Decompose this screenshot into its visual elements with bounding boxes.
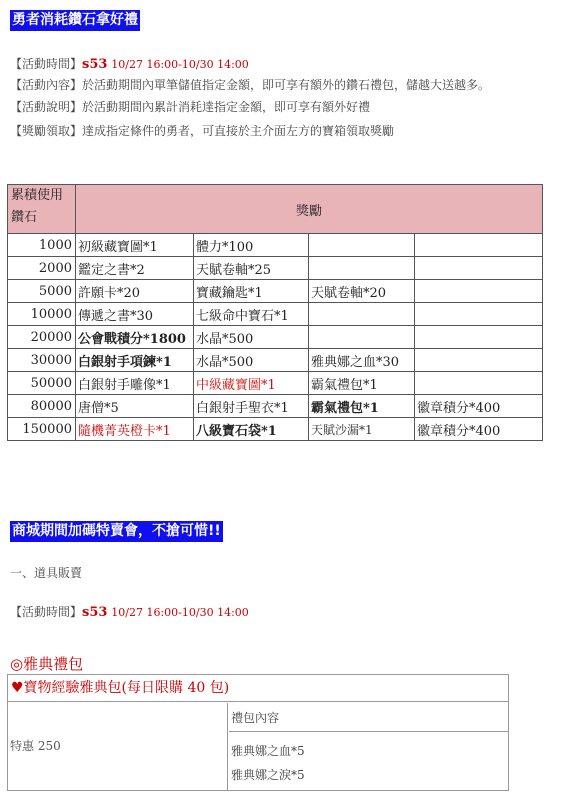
table-row <box>8 303 543 326</box>
reward-cell: 霸氣禮包*1 <box>309 372 415 395</box>
event-time-line-2 <box>10 605 249 620</box>
banner-title: 勇者消耗鑽石拿好禮 <box>10 10 140 31</box>
amount-cell: 150000 <box>8 418 76 441</box>
gift-pack-box <box>7 674 509 791</box>
reward-cell <box>309 303 415 326</box>
reward-cell: 許願卡*20 <box>76 280 194 303</box>
event-time-value-2: 10/27 16:00-10/30 14:00 <box>111 606 249 619</box>
amount-cell: 2000 <box>8 257 76 280</box>
table-row <box>8 326 543 349</box>
reward-cell: 初級藏寶圖*1 <box>76 234 194 257</box>
header-cumulative-diamonds: 累積使用 鑽石 <box>8 185 76 234</box>
event-time-server-2: s53 <box>82 605 108 620</box>
table-row <box>8 234 543 257</box>
reward-cell: 天賦沙漏*1 <box>309 418 415 441</box>
event-claim-key: 【獎勵領取】 <box>10 124 83 138</box>
event-time-key: 【活動時間】 <box>10 57 83 71</box>
reward-cell <box>415 349 543 372</box>
reward-cell <box>415 234 543 257</box>
reward-cell: 八級寶石袋*1 <box>194 418 309 441</box>
event-time-value: 10/27 16:00-10/30 14:00 <box>111 58 249 71</box>
header-rewards: 獎勵 <box>76 185 543 234</box>
table-row <box>8 395 543 418</box>
reward-cell <box>415 280 543 303</box>
reward-cell: 七級命中寶石*1 <box>194 303 309 326</box>
event-time-key-2: 【活動時間】 <box>10 605 83 619</box>
reward-cell: 徽章積分*400 <box>415 418 543 441</box>
reward-cell: 寶藏鑰匙*1 <box>194 280 309 303</box>
gift-item: 雅典娜之血*5 <box>231 744 305 758</box>
amount-cell: 10000 <box>8 303 76 326</box>
amount-cell: 30000 <box>8 349 76 372</box>
gift-item: 雅典娜之淚*5 <box>231 768 305 782</box>
amount-cell: 20000 <box>8 326 76 349</box>
amount-cell: 80000 <box>8 395 76 418</box>
reward-cell: 中級藏寶圖*1 <box>194 372 309 395</box>
amount-cell: 50000 <box>8 372 76 395</box>
reward-cell: 水晶*500 <box>194 326 309 349</box>
event-time-server: s53 <box>82 57 108 72</box>
reward-cell: 雅典娜之血*30 <box>309 349 415 372</box>
reward-cell: 白銀射手雕像*1 <box>76 372 194 395</box>
amount-cell: 5000 <box>8 280 76 303</box>
gift-pack-header: ♥寶物經驗雅典包(每日限購 40 包) <box>8 675 508 702</box>
event-time-line <box>10 57 249 72</box>
reward-cell <box>309 257 415 280</box>
reward-cell: 鑑定之書*2 <box>76 257 194 280</box>
gift-pack-price: 特惠 250 <box>8 703 228 790</box>
reward-cell: 水晶*500 <box>194 349 309 372</box>
event-content-key: 【活動內容】 <box>10 78 83 92</box>
event-desc-key: 【活動說明】 <box>10 100 83 114</box>
reward-cell: 霸氣禮包*1 <box>309 395 415 418</box>
event-desc-value: 於活動期間內累計消耗達指定金額，即可享有額外好禮 <box>82 100 371 114</box>
gift-contents-label: 禮包內容 <box>229 703 508 732</box>
banner-mall-sale: 商城期間加碼特賣會，不搶可惜!! <box>10 521 223 542</box>
rewards-table <box>7 184 543 441</box>
event-claim-value: 達成指定條件的勇者，可直接於主介面左方的寶箱領取獎勵 <box>82 124 395 138</box>
table-row <box>8 349 543 372</box>
table-header-row <box>8 185 543 234</box>
reward-cell: 徽章積分*400 <box>415 395 543 418</box>
reward-cell: 白銀射手項鍊*1 <box>76 349 194 372</box>
reward-cell: 傳遞之書*30 <box>76 303 194 326</box>
event-content-line <box>10 78 490 93</box>
reward-cell: 體力*100 <box>194 234 309 257</box>
reward-cell: 唐僧*5 <box>76 395 194 418</box>
table-row <box>8 280 543 303</box>
amount-cell: 1000 <box>8 234 76 257</box>
reward-cell: 天賦卷軸*25 <box>194 257 309 280</box>
reward-cell <box>415 372 543 395</box>
reward-cell: 白銀射手聖衣*1 <box>194 395 309 418</box>
reward-cell: 天賦卷軸*20 <box>309 280 415 303</box>
reward-cell <box>415 326 543 349</box>
reward-cell <box>309 234 415 257</box>
reward-cell <box>309 326 415 349</box>
event-content-value: 於活動期間內單筆儲值指定金額，即可享有額外的鑽石禮包，儲越大送越多。 <box>82 78 491 92</box>
event-desc-line <box>10 100 370 115</box>
section-heading: 一、道具販賣 <box>10 566 83 580</box>
reward-cell: 隨機菁英橙卡*1 <box>76 418 194 441</box>
reward-cell: 公會戰積分*1800 <box>76 326 194 349</box>
reward-cell <box>415 303 543 326</box>
reward-cell <box>415 257 543 280</box>
table-row <box>8 418 543 441</box>
gift-pack-title: ◎雅典禮包 <box>10 655 84 673</box>
event-claim-line <box>10 124 394 139</box>
table-row <box>8 257 543 280</box>
table-row <box>8 372 543 395</box>
